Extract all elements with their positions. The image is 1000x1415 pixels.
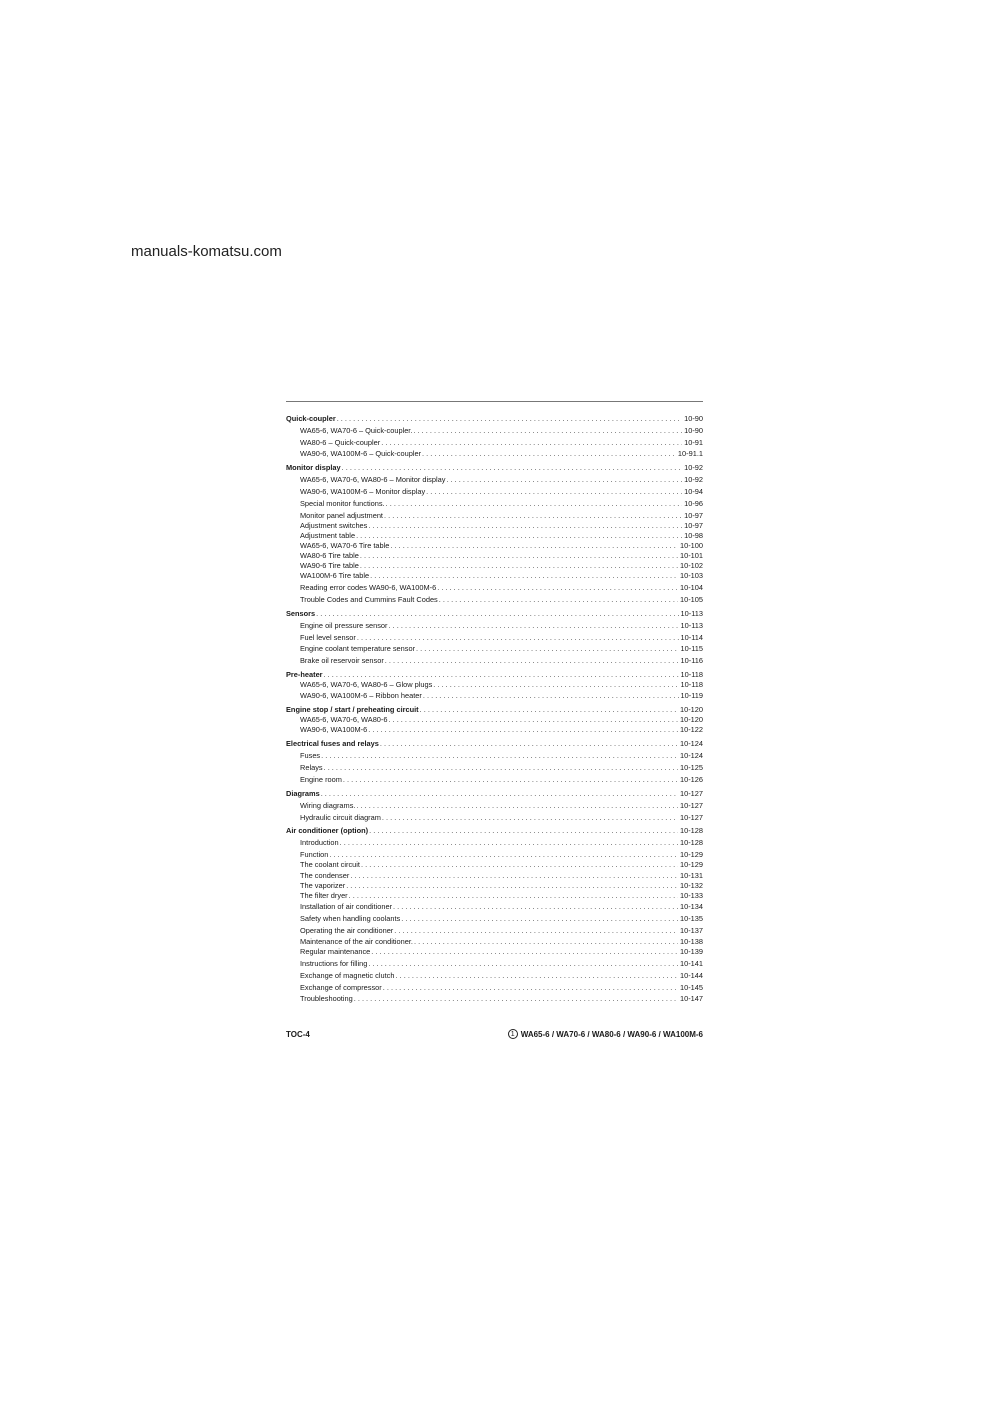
toc-subsection-entry[interactable] — [300, 583, 703, 593]
toc-subsection-entry[interactable] — [300, 511, 703, 521]
toc-entry-title: Maintenance of the air conditioner. — [300, 937, 413, 946]
toc-entry-title: WA90-6, WA100M-6 – Ribbon heater — [300, 691, 422, 700]
dot-leader — [346, 881, 678, 891]
toc-entry-page: 10-96 — [684, 499, 703, 508]
toc-entry-title: Function — [300, 850, 329, 859]
toc-entry-title: Operating the air conditioner — [300, 926, 394, 935]
page-number: TOC-4 — [286, 1030, 310, 1039]
dot-leader — [349, 891, 678, 901]
toc-entry-page: 10-91.1 — [677, 449, 703, 458]
footer-models — [508, 1029, 703, 1039]
toc-subsection-entry[interactable] — [300, 571, 703, 581]
dot-leader — [371, 947, 678, 957]
toc-entry-title: Safety when handling coolants — [300, 914, 401, 923]
toc-subsection-entry[interactable] — [300, 801, 703, 811]
toc-entry-title: Pre-heater — [286, 670, 323, 679]
toc-entry-title: Exchange of compressor — [300, 983, 382, 992]
toc-entry-page: 10-147 — [679, 994, 703, 1003]
toc-subsection-entry[interactable] — [300, 860, 703, 870]
toc-section-entry[interactable] — [286, 789, 703, 799]
toc-entry-page: 10-139 — [679, 947, 703, 956]
toc-entry-page: 10-129 — [679, 860, 703, 869]
toc-entry-page: 10-129 — [679, 850, 703, 859]
toc-entry-page: 10-133 — [679, 891, 703, 900]
dot-leader — [370, 571, 678, 581]
dot-leader — [357, 633, 679, 643]
dot-leader — [416, 644, 678, 654]
toc-entry-page: 10-122 — [679, 725, 703, 734]
toc-subsection-entry[interactable] — [300, 621, 703, 631]
toc-subsection-entry[interactable] — [300, 438, 703, 448]
toc-subsection-entry[interactable] — [300, 499, 703, 509]
dot-leader — [393, 902, 678, 912]
toc-entry-title: Regular maintenance — [300, 947, 371, 956]
toc-entry-title: The condenser — [300, 871, 350, 880]
toc-entry-page: 10-128 — [679, 838, 703, 847]
toc-section-entry[interactable] — [286, 670, 703, 680]
toc-entry-page: 10-92 — [684, 475, 703, 484]
dot-leader — [380, 739, 678, 749]
toc-entry-title: Trouble Codes and Cummins Fault Codes — [300, 595, 438, 604]
dot-leader — [414, 937, 678, 947]
toc-entry-page: 10-114 — [680, 633, 703, 642]
toc-entry-title: Instructions for filling — [300, 959, 368, 968]
toc-entry-title: Exchange of magnetic clutch — [300, 971, 395, 980]
toc-entry-title: Reading error codes WA90-6, WA100M-6 — [300, 583, 437, 592]
toc-subsection-entry[interactable] — [300, 813, 703, 823]
dot-leader — [321, 751, 678, 761]
toc-entry-page: 10-125 — [679, 763, 703, 772]
toc-entry-title: Monitor display — [286, 463, 341, 472]
toc-entry-title: WA80-6 – Quick-coupler — [300, 438, 381, 447]
dot-leader — [388, 715, 678, 725]
dot-leader — [340, 838, 678, 848]
toc-entry-page: 10-124 — [679, 751, 703, 760]
dot-leader — [385, 656, 679, 666]
toc-entry-title: Engine stop / start / preheating circuit — [286, 705, 419, 714]
dot-leader — [329, 850, 678, 860]
toc-entry-page: 10-101 — [679, 551, 703, 560]
toc-subsection-entry[interactable] — [300, 487, 703, 497]
toc-entry-page: 10-120 — [679, 715, 703, 724]
toc-subsection-entry[interactable] — [300, 902, 703, 912]
toc-subsection-entry[interactable] — [300, 937, 703, 947]
toc-entry-title: WA90-6 Tire table — [300, 561, 359, 570]
toc-entry-page: 10-138 — [679, 937, 703, 946]
toc-entry-page: 10-135 — [679, 914, 703, 923]
toc-entry-title: WA65-6, WA70-6, WA80-6 – Glow plugs — [300, 680, 433, 689]
toc-entry-title: WA65-6, WA70-6 – Quick-coupler. — [300, 426, 413, 435]
toc-entry-title: Fuel level sensor — [300, 633, 356, 642]
toc-subsection-entry[interactable] — [300, 633, 703, 643]
toc-entry-page: 10-90 — [684, 426, 703, 435]
toc-subsection-entry[interactable] — [300, 541, 703, 551]
dot-leader — [389, 621, 679, 631]
dot-leader — [356, 531, 682, 541]
toc-subsection-entry[interactable] — [300, 871, 703, 881]
dot-leader — [420, 705, 678, 715]
dot-leader — [423, 691, 679, 701]
dot-leader — [446, 475, 682, 485]
toc-section-entry[interactable] — [286, 609, 703, 619]
toc-entry-page: 10-113 — [680, 621, 703, 630]
dot-leader — [354, 994, 678, 1004]
toc-entry-title: Relays — [300, 763, 323, 772]
toc-entry-page: 10-92 — [684, 463, 703, 472]
dot-leader — [368, 521, 682, 531]
toc-subsection-entry[interactable] — [300, 426, 703, 436]
dot-leader — [360, 561, 678, 571]
dot-leader — [413, 426, 682, 436]
dot-leader — [383, 983, 678, 993]
toc-section-entry[interactable] — [286, 826, 703, 836]
toc-subsection-entry[interactable] — [300, 751, 703, 761]
toc-entry-page: 10-127 — [679, 801, 703, 810]
toc-section-entry[interactable] — [286, 739, 703, 749]
toc-subsection-entry[interactable] — [300, 644, 703, 654]
dot-leader — [360, 551, 678, 561]
toc-subsection-entry[interactable] — [300, 521, 703, 531]
dot-leader — [368, 725, 678, 735]
toc-entry-title: WA90-6, WA100M-6 — [300, 725, 368, 734]
toc-entry-title: Installation of air conditioner — [300, 902, 393, 911]
toc-entry-title: Diagrams — [286, 789, 320, 798]
dot-leader — [386, 499, 682, 509]
toc-entry-title: The vaporizer — [300, 881, 346, 890]
toc-entry-page: 10-132 — [679, 881, 703, 890]
toc-entry-page: 10-115 — [680, 644, 703, 653]
toc-subsection-entry[interactable] — [300, 959, 703, 969]
toc-subsection-entry[interactable] — [300, 531, 703, 541]
toc-entry-title: Electrical fuses and relays — [286, 739, 379, 748]
dot-leader — [368, 959, 678, 969]
toc-entry-page: 10-134 — [679, 902, 703, 911]
toc-subsection-entry[interactable] — [300, 725, 703, 735]
toc-subsection-entry[interactable] — [300, 561, 703, 571]
toc-entry-page: 10-98 — [684, 531, 703, 540]
toc-entry-page: 10-144 — [679, 971, 703, 980]
toc-entry-title: The coolant circuit — [300, 860, 360, 869]
toc-subsection-entry[interactable] — [300, 994, 703, 1004]
toc-entry-title: Engine oil pressure sensor — [300, 621, 388, 630]
dot-leader — [316, 609, 678, 619]
toc-entry-title: Hydraulic circuit diagram — [300, 813, 381, 822]
toc-entry-page: 10-102 — [679, 561, 703, 570]
toc-entry-page: 10-137 — [679, 926, 703, 935]
toc-entry-page: 10-141 — [679, 959, 703, 968]
toc-subsection-entry[interactable] — [300, 983, 703, 993]
toc-subsection-entry[interactable] — [300, 971, 703, 981]
toc-entry-page: 10-127 — [679, 789, 703, 798]
toc-entry-page: 10-119 — [680, 691, 703, 700]
toc-entry-page: 10-131 — [679, 871, 703, 880]
dot-leader — [350, 871, 678, 881]
toc-entry-page: 10-97 — [684, 521, 703, 530]
toc-entry-page: 10-91 — [684, 438, 703, 447]
dot-leader — [426, 487, 682, 497]
model-list: WA65-6 / WA70-6 / WA80-6 / WA90-6 / WA100M-6 — [520, 1029, 703, 1039]
toc-entry-page: 10-145 — [679, 983, 703, 992]
toc-subsection-entry[interactable] — [300, 763, 703, 773]
dot-leader — [369, 826, 678, 836]
toc-entry-title: Brake oil reservoir sensor — [300, 656, 384, 665]
toc-entry-title: WA90-6, WA100M-6 – Monitor display — [300, 487, 426, 496]
header-rule — [286, 401, 703, 402]
dot-leader — [437, 583, 678, 593]
toc-subsection-entry[interactable] — [300, 926, 703, 936]
toc-entry-page: 10-90 — [684, 414, 703, 423]
dot-leader — [439, 595, 678, 605]
toc-subsection-entry[interactable] — [300, 595, 703, 605]
toc-subsection-entry[interactable] — [300, 775, 703, 785]
toc-entry-title: Adjustment switches — [300, 521, 368, 530]
toc-entry-page: 10-127 — [679, 813, 703, 822]
toc-entry-page: 10-100 — [679, 541, 703, 550]
dot-leader — [384, 511, 682, 521]
toc-section-entry[interactable] — [286, 463, 703, 473]
dot-leader — [394, 926, 678, 936]
toc-subsection-entry[interactable] — [300, 691, 703, 701]
toc-entry-page: 10-120 — [679, 705, 703, 714]
toc-entry-title: WA65-6, WA70-6, WA80-6 – Monitor display — [300, 475, 446, 484]
dot-leader — [337, 414, 682, 424]
toc-entry-title: Sensors — [286, 609, 316, 618]
toc-entry-page: 10-124 — [679, 739, 703, 748]
dot-leader — [433, 680, 678, 690]
dot-leader — [361, 860, 678, 870]
dot-leader — [396, 971, 678, 981]
dot-leader — [343, 775, 678, 785]
toc-entry-title: Air conditioner (option) — [286, 826, 369, 835]
toc-entry-title: Introduction — [300, 838, 339, 847]
toc-entry-title: Wiring diagrams. — [300, 801, 356, 810]
toc-entry-page: 10-116 — [680, 656, 703, 665]
dot-leader — [390, 541, 678, 551]
toc-entry-page: 10-128 — [679, 826, 703, 835]
toc-entry-title: WA65-6, WA70-6 Tire table — [300, 541, 390, 550]
toc-entry-title: Special monitor functions. — [300, 499, 385, 508]
toc-entry-page: 10-104 — [679, 583, 703, 592]
toc-subsection-entry[interactable] — [300, 449, 703, 459]
dot-leader — [324, 763, 678, 773]
toc-entry-title: Troubleshooting — [300, 994, 353, 1003]
toc-subsection-entry[interactable] — [300, 891, 703, 901]
toc-subsection-entry[interactable] — [300, 656, 703, 666]
toc-subsection-entry[interactable] — [300, 947, 703, 957]
toc-subsection-entry[interactable] — [300, 881, 703, 891]
toc-entry-page: 10-126 — [679, 775, 703, 784]
toc-entry-title: Quick-coupler — [286, 414, 336, 423]
dot-leader — [422, 449, 676, 459]
toc-entry-page: 10-113 — [680, 609, 703, 618]
toc-entry-page: 10-94 — [684, 487, 703, 496]
toc-entry-title: WA80-6 Tire table — [300, 551, 359, 560]
dot-leader — [342, 463, 682, 473]
toc-subsection-entry[interactable] — [300, 551, 703, 561]
dot-leader — [381, 438, 682, 448]
toc-entry-page: 10-97 — [684, 511, 703, 520]
dot-leader — [324, 670, 679, 680]
toc-entry-page: 10-118 — [680, 680, 703, 689]
dot-leader — [401, 914, 678, 924]
toc-entry-title: Fuses — [300, 751, 321, 760]
toc-entry-title: WA90-6, WA100M-6 – Quick-coupler — [300, 449, 422, 458]
toc-entry-title: WA100M-6 Tire table — [300, 571, 370, 580]
toc-entry-page: 10-103 — [679, 571, 703, 580]
watermark-link[interactable]: manuals-komatsu.com — [131, 243, 282, 260]
toc-subsection-entry[interactable] — [300, 715, 703, 725]
toc-entry-page: 10-118 — [680, 670, 703, 679]
toc-subsection-entry[interactable] — [300, 680, 703, 690]
revision-circle-icon: 1 — [508, 1029, 518, 1039]
toc-entry-title: Engine coolant temperature sensor — [300, 644, 416, 653]
toc-section-entry[interactable] — [286, 705, 703, 715]
toc-entry-title: Adjustment table — [300, 531, 356, 540]
dot-leader — [356, 801, 678, 811]
toc-subsection-entry[interactable] — [300, 838, 703, 848]
toc-section-entry[interactable] — [286, 414, 703, 424]
toc-entry-title: The filter dryer — [300, 891, 348, 900]
dot-leader — [321, 789, 678, 799]
toc-entry-title: Engine room — [300, 775, 342, 784]
toc-entry-page: 10-105 — [679, 595, 703, 604]
toc-entry-title: WA65-6, WA70-6, WA80-6 — [300, 715, 388, 724]
toc-entry-title: Monitor panel adjustment — [300, 511, 383, 520]
toc-subsection-entry[interactable] — [300, 475, 703, 485]
toc-subsection-entry[interactable] — [300, 850, 703, 860]
dot-leader — [382, 813, 678, 823]
toc-subsection-entry[interactable] — [300, 914, 703, 924]
